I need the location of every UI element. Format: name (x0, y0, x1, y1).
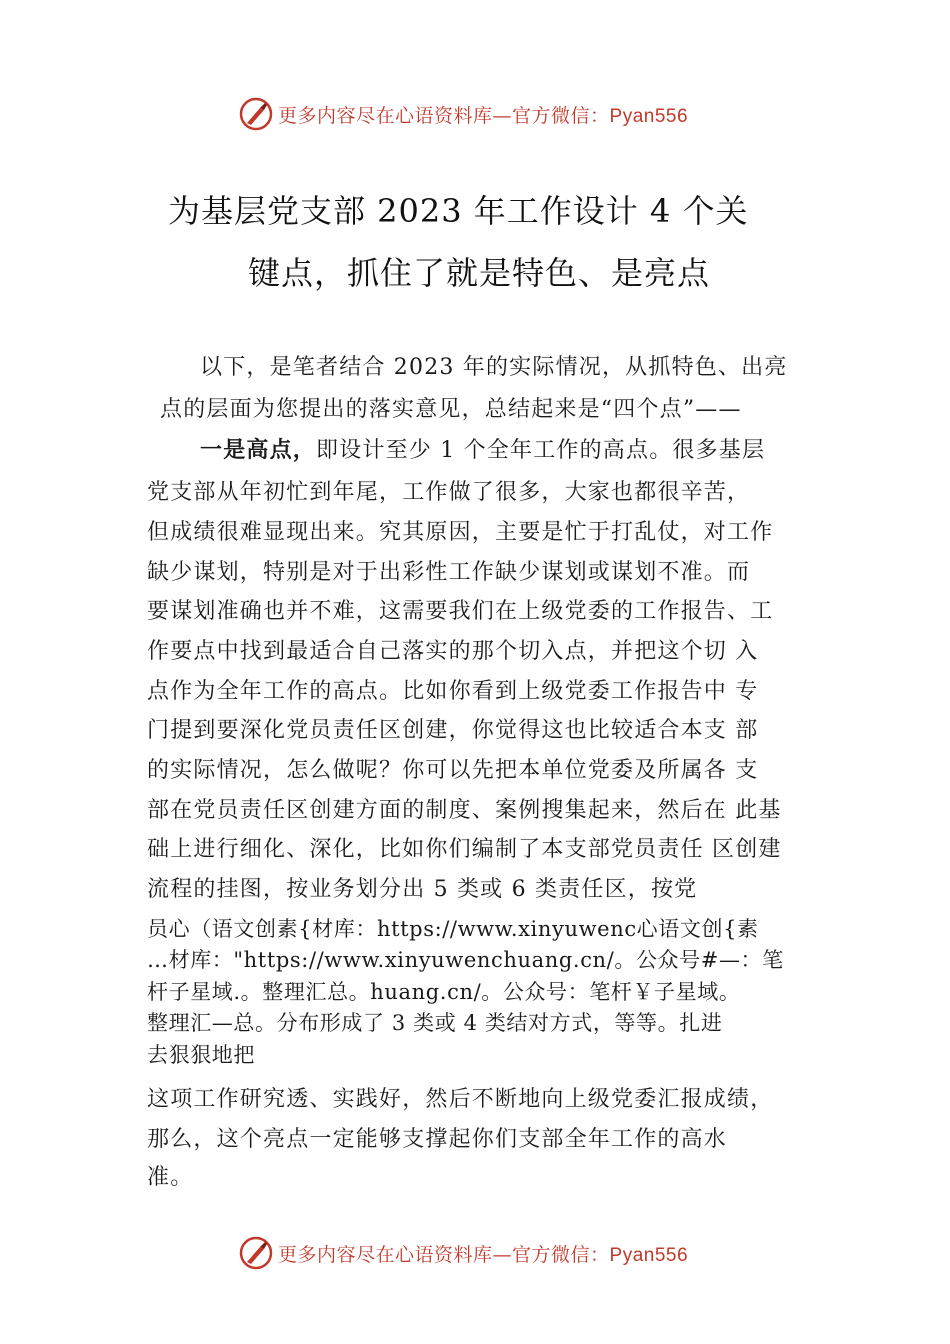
body-line: 但成绩很难显现出来。究其原因，主要是忙于打乱仗，对工作 (147, 520, 774, 545)
banner-text: 更多内容尽在心语资料库—官方微信：Pyan556 (278, 1243, 689, 1266)
body-line: 要谋划准确也并不难，这需要我们在上级党委的工作报告、工 (147, 599, 774, 624)
wechat-id: Pyan556 (609, 1244, 689, 1266)
body-line-watermarked: 杆子星域.。整理汇总。huang.cn/。公众号：笔杆￥子星域。 (147, 980, 741, 1004)
body-line-watermarked: 员心（语文创素{材库：https://www.xinyuwenc心语文创{素 (147, 917, 759, 941)
body-line: 作要点中找到最适合自己落实的那个切入点，并把这个切 入 (147, 639, 759, 664)
closing-line: 准。 (147, 1165, 194, 1190)
page-title-line-1: 为基层党支部 2023 年工作设计 4 个关 (168, 192, 749, 230)
body-line: 流程的挂图，按业务划分出 5 类或 6 类责任区，按党 (147, 877, 698, 902)
body-line: 部在党员责任区创建方面的制度、案例搜集起来，然后在 此基 (147, 798, 782, 823)
page-title-line-2: 键点，抓住了就是特色、是亮点 (248, 254, 711, 292)
body-line: 党支部从年初忙到年尾，工作做了很多，大家也都很辛苦， (147, 480, 751, 505)
section-lead-rest: 即设计至少 1 个全年工作的高点。很多基层 (316, 438, 766, 463)
body-line: 的实际情况，怎么做呢？你可以先把本单位党委及所属各 支 (147, 758, 759, 783)
intro-line-1: 以下，是笔者结合 2023 年的实际情况，从抓特色、出亮 (200, 355, 788, 380)
body-line-watermarked: …材库："https://www.xinyuwenchuang.cn/。公众号#—：笔 (147, 948, 784, 972)
banner-text: 更多内容尽在心语资料库—官方微信：Pyan556 (278, 104, 689, 127)
body-line-watermarked: 去狠狠地把 (147, 1043, 255, 1067)
closing-line: 这项工作研究透、实践好，然后不断地向上级党委汇报成绩， (147, 1087, 774, 1112)
intro-line-2: 点的层面为您提出的落实意见，总结起来是“四个点”—— (160, 397, 742, 422)
section-lead-line (200, 433, 765, 464)
body-line: 础上进行细化、深化，比如你们编制了本支部党员责任 区创建 (147, 837, 782, 862)
section-lead-keyword: 一是高点， (200, 437, 317, 463)
body-line: 点作为全年工作的高点。比如你看到上级党委工作报告中 专 (147, 679, 759, 704)
body-line: 缺少谋划，特别是对于出彩性工作缺少谋划或谋划不准。而 (147, 560, 751, 585)
wechat-id: Pyan556 (609, 105, 689, 127)
body-line-watermarked: 整理汇—总。分布形成了 3 类或 4 类结对方式，等等。扎进 (147, 1011, 723, 1035)
brush-logo-icon (238, 96, 274, 132)
brush-logo-icon (238, 1235, 274, 1271)
footer-banner (238, 1233, 758, 1273)
header-banner (238, 94, 758, 134)
body-line: 门提到要深化党员责任区创建，你觉得这也比较适合本支 部 (147, 718, 759, 743)
closing-line: 那么，这个亮点一定能够支撑起你们支部全年工作的高水 (147, 1127, 728, 1152)
